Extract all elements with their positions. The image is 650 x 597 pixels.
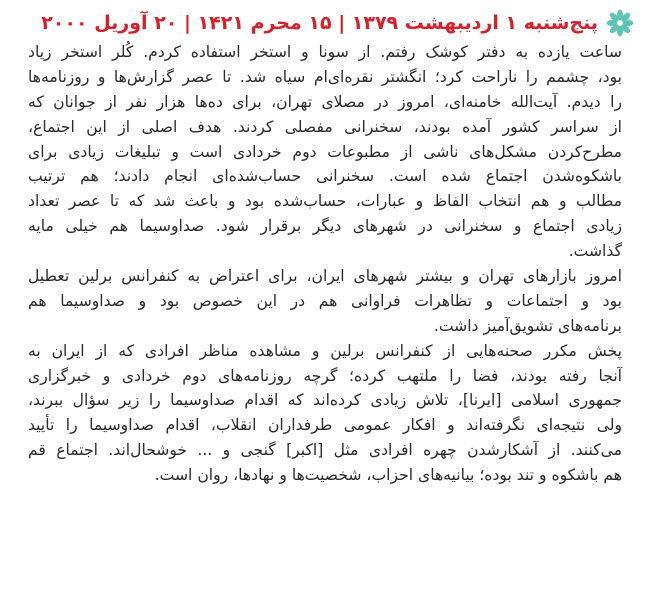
text-line: زیادی اجتماع و سخنرانی در شهرهای دیگر برقرار شود. صداوسیما هم خیلی مایه	[28, 217, 622, 236]
text-line: امروز بازارهای تهران و بیشتر شهرهای ایران، برای اعتراض به کنفرانس برلین تعطیل	[28, 267, 622, 286]
date-title: پنج‌شنبه ۱ اردیبهشت ۱۳۷۹ | ۱۵ محرم ۱۴۲۱ | ۲۰ آوریل ۲۰۰۰	[41, 12, 598, 34]
text-line: بود، چشمم را ناراحت کرد؛ انگشتر نقره‌ای‌ام سیاه شد. تا عصر گزارش‌ها و روزنامه‌ها	[28, 67, 622, 86]
text-line: ساعت یازده به دفتر کوشک رفتم. از سونا و استخر استفاده کردم. کُلر استخر زیاد	[28, 43, 622, 61]
text-line: مطرح‌کردن مشکل‌های ناشی از مطبوعات دوم خردادی است و تبلیغات زیادی برای	[28, 142, 622, 161]
flower-icon	[606, 9, 634, 37]
text-line: مطالب و هم انتخاب الفاظ و عبارات، حساب‌شده بود و باعث شد که تا عصر تعداد	[28, 192, 622, 211]
text-line: پخش مکرر صحنه‌هایی از کنفرانس برلین و مشاهده مناظر افرادی که از ایران به	[28, 341, 622, 360]
text-line: از سراسر کشور آمده بودند، سخنرانی مفصلی کردند. هدف اصلی از این اجتماع،	[28, 117, 622, 136]
text-line: را دیدم. آیت‌الله خامنه‌ای، امروز در مصلای تهران، برای ده‌ها هزار نفر از جوانان که	[28, 92, 622, 111]
paragraph-3	[28, 339, 622, 488]
diary-page	[28, 8, 622, 488]
text-line: باشکوه‌شدن اجتماع شده است. سخنرانی حساب‌شده‌ای انجام دادند؛ هم ترتیب	[28, 167, 622, 186]
text-line: جمهوری اسلامی [ایرنا]، تلاش زیادی کرده‌اند که اقدام صداوسیما را زیر سؤال ببرند،	[28, 391, 622, 410]
text-line: برنامه‌های تشویق‌آمیز داشت.	[433, 316, 622, 335]
text-line: بود و اجتماعات و تظاهرات فراوانی هم در این خصوص بود و صداوسیما هم	[28, 291, 622, 310]
text-line: ولی نتیجه‌ای نگرفته‌اند و افکار عمومی طرفداران انقلاب، اقدام صداوسیما را تأیید	[28, 416, 622, 435]
text-line: گذاشت.	[568, 242, 622, 261]
text-line: آنجا رفته بودند، فضا را ملتهب کرده؛ گرچه روزنامه‌های دوم خردادی و خبرگزاری	[28, 366, 622, 385]
date-header	[28, 8, 634, 38]
text-line: هم باشکوه و تند بوده؛ بیانیه‌های احزاب، شخصیت‌ها و نهادها، روان است.	[154, 466, 622, 485]
paragraph-2	[28, 264, 622, 339]
paragraph-1	[28, 40, 622, 264]
text-line: می‌کنند. از آشکارشدن چهره افرادی مثل [اکبر] گنجی و ... خوشحال‌اند. اجتماع قم	[28, 441, 622, 460]
